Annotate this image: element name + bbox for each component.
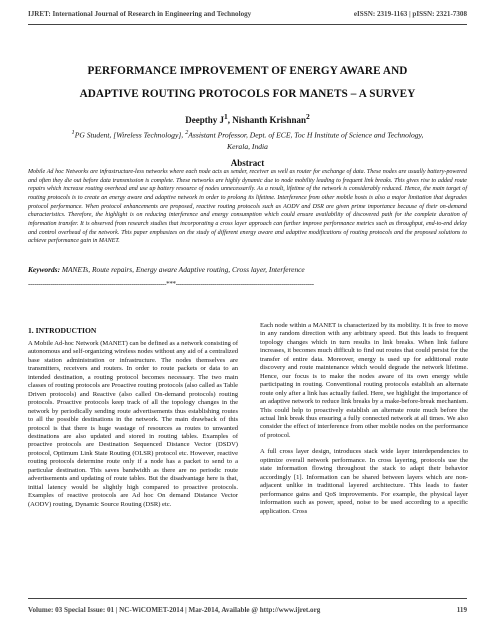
affil-marker: 2	[185, 129, 189, 136]
section-heading: 1. INTRODUCTION	[28, 326, 97, 335]
affil-marker: 1	[71, 129, 75, 136]
left-column	[28, 340, 238, 517]
issue-info: Volume: 03 Special Issue: 01 | NC-WiCOMET-2014 | Mar-2014, Available @ http://www.ijret.org	[28, 606, 321, 614]
right-column	[260, 322, 468, 524]
affiliations	[28, 127, 467, 152]
affiliation-1: PG Student, [Wireless Technology],	[74, 130, 186, 140]
section-divider: --------------------------------------------------------------------***--------------------------------------------------------------------	[28, 280, 314, 288]
title-line-2: ADAPTIVE ROUTING PROTOCOLS FOR MANETS – A SURVEY	[79, 88, 416, 100]
running-header	[28, 10, 467, 25]
paragraph: A full cross layer design, introduces stack wide layer interdependencies to optimize overall network performance. In cross layering, protocols use the state information flowing throughout the stack to adapt their behavior accordingly [1]. Information can be shared between layers which are non-adjacent unlike in traditional layered architecture. This leads to faster performance gains and QoS improvements. For example, the physical layer information such as power, speed, noise to be used according to a specific application. Cross	[260, 448, 468, 515]
paragraph: Each node within a MANET is characterized by its mobility. It is free to move in any random direction with any arbitrary speed. But this leads to frequent topology changes which in turn results in link breaks. When link failure increases, it becomes much difficult to find out routes that could persist for the transfer of entire data. Moreover, energy is used up for additional route discovery and route maintenance which would degrade the network lifetime. Hence, our focus is to make the nodes aware of its own energy while participating in routing. Conventional routing protocols establish an alternate route only after a link has actually failed. Here, we highlight the importance of an adaptive network to reduce link breaks by a make-before-break mechanism. This could help to proactively establish an alternate route much before the actual link break thus ensuring a fully connected network at all times. We also consider the effect of interference from other mobile nodes on the performance of protocol.	[260, 322, 468, 439]
affiliation-2: Assistant Professor, Dept. of ECE, Toc H Institute of Science and Technology,	[188, 130, 424, 140]
author-affil-marker: 1	[223, 112, 228, 121]
paragraph: A Mobile Ad-hoc Network (MANET) can be defined as a network consisting of autonomous and self-organizing wireless nodes without any aid of a centralized base station administration or infrastructure. The nodes themselves are transmitters, receivers and routers. In order to route packets or data to an intended destination, a routing protocol becomes necessary. The two main classes of routing protocols are Proactive routing protocols (also called as Table Driven protocols) and Reactive (also called On-demand protocols) routing protocols. Proactive protocols keep track of all the topology changes in the network by periodically sending route advertisements thus establishing routes to all the possible destinations in the network. The main drawback of this protocol is that there is huge wastage of resources as routes to unwanted destinations are also updated and stored in routing tables. Examples of proactive protocols are Destination Sequenced Distance Vector (DSDV) protocol, Optimum Link State Routing (OLSR) protocol etc. However, reactive routing protocols determine route only if a node has a packet to send to a particular destination. This saves bandwidth as there are no periodic route advertisements and updating of route tables. But the disadvantage here is that, initial latency would be slightly high compared to proactive protocols. Examples of reactive protocols are Ad hoc On demand Distance Vector (AODV) routing, Dynamic Source Routing (DSR) etc.	[28, 340, 238, 508]
author-name: Nishanth Krishnan	[232, 115, 307, 125]
keywords	[28, 265, 467, 274]
page-number: 119	[456, 606, 467, 614]
journal-name: IJRET: International Journal of Research in Engineering and Technology	[28, 10, 252, 18]
author-name: Deepthy J	[185, 115, 224, 125]
abstract-text: Mobile Ad hoc Networks are infrastructure-less networks where each node acts as sender, receiver as well as router for exchange of data. These nodes are usually battery-powered and often they die out before data transmission is complete. These networks are highly dynamic due to node mobility leading to frequent link breaks. This gives rise to added route repairs which increase routing overhead and use up battery resource of nodes unnecessarily. As a result, lifetime of the network is considerably reduced. Hence, the main target of routing protocols is to create an energy aware and adaptive network in order to prolong its lifetime. Interference from other mobile hosts is also a major limitation that degrades protocol performance. When protocol enhancements are proposed, reactive routing protocols such as AODV and DSR are given prime importance because of their on-demand characteristics. Therefore, the highlight is on reducing interference and energy consumption which could ensure availability of discovered path for the complete duration of information transfer. It is observed from research studies that incorporating a cross layer approach can further improve performance metrics such as throughput, end-to-end delay and control overhead of the network. This paper emphasizes on the study of different energy aware and adaptive modifications of routing protocols and the proposed solutions to achieve performance gain in MANET.	[28, 169, 467, 245]
abstract-heading: Abstract	[230, 158, 265, 168]
title-line-1: PERFORMANCE IMPROVEMENT OF ENERGY AWARE AND	[87, 65, 408, 77]
paper-title	[28, 60, 467, 106]
author-list	[28, 112, 467, 125]
author-separator: ,	[227, 115, 233, 125]
author-affil-marker: 2	[306, 112, 310, 121]
running-footer	[28, 598, 467, 623]
affiliation-location: Kerala, India	[227, 141, 268, 151]
issn-info: eISSN: 2319-1163 | pISSN: 2321-7308	[353, 10, 467, 18]
keywords-label: Keywords:	[28, 265, 61, 274]
keywords-text: MANETs, Route repairs, Energy aware Adaptive routing, Cross layer, Interference	[60, 265, 305, 274]
